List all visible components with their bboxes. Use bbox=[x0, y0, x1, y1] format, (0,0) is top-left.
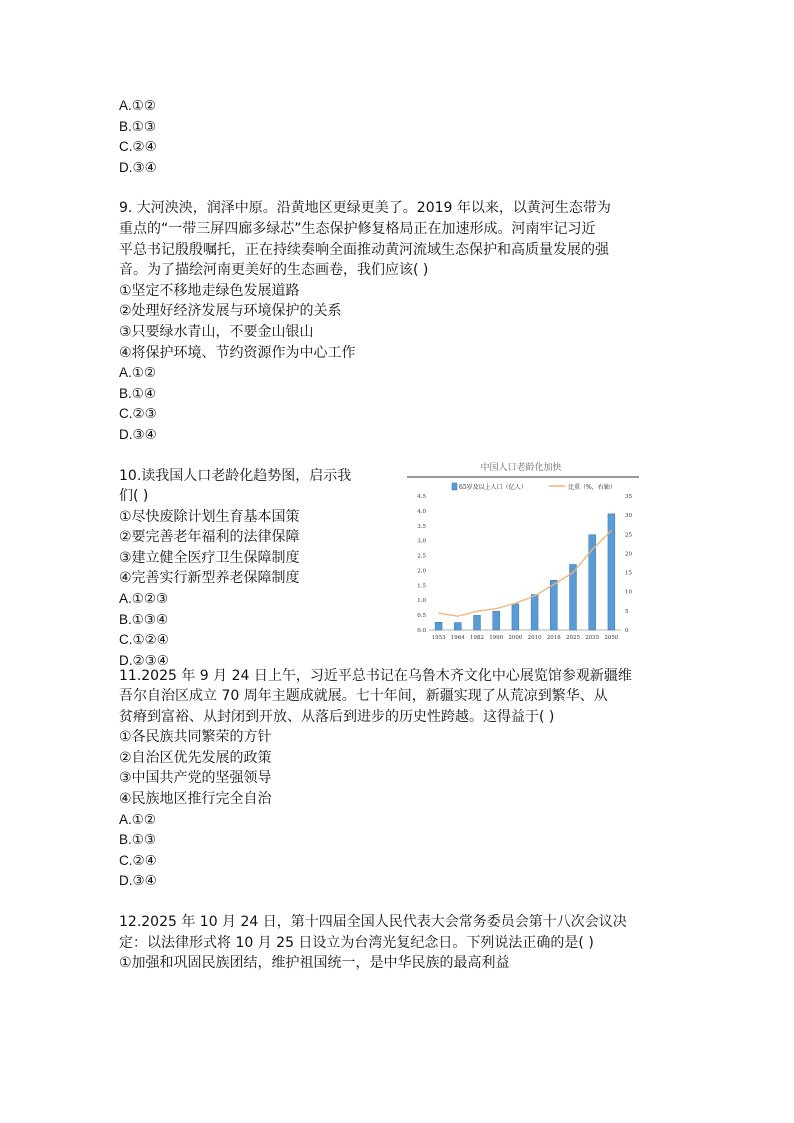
exam-page bbox=[119, 96, 679, 974]
x-tick-label: 2018 bbox=[546, 634, 561, 641]
y-tick-label: 3.5 bbox=[417, 523, 426, 530]
y-tick-label: 0.5 bbox=[417, 612, 426, 619]
q11-option-c[interactable]: C.②④ bbox=[119, 852, 157, 868]
x-tick-label: 2035 bbox=[585, 634, 600, 641]
q9-stem-line: 重点的“一带三屏四廊多绿芯”生态保护修复格局正在加速形成。河南牢记习近 bbox=[119, 220, 596, 237]
bar bbox=[474, 615, 481, 630]
q11-item-2: ②自治区优先发展的政策 bbox=[119, 749, 272, 766]
q12-stem-line: 定：以法律形式将 10 月 25 日设立为台湾光复纪念日。下列说法正确的是( ) bbox=[119, 934, 594, 951]
y2-tick-label: 5 bbox=[625, 608, 629, 615]
spacer bbox=[119, 178, 679, 198]
x-tick-label: 1982 bbox=[470, 634, 484, 641]
q9-option-d[interactable]: D.③④ bbox=[119, 426, 157, 442]
y-tick-label: 4.5 bbox=[417, 493, 426, 500]
x-tick-label: 2050 bbox=[604, 634, 619, 641]
legend-bar-swatch bbox=[452, 483, 457, 490]
y-tick-label: 2.5 bbox=[417, 553, 426, 560]
q9-stem-line: 平总书记殷殷嘱托，正在持续奏响全面推动黄河流域生态保护和高质量发展的强 bbox=[119, 241, 609, 258]
y-tick-label: 3.0 bbox=[417, 538, 426, 545]
share-line bbox=[439, 530, 612, 616]
q8-option-c[interactable]: C.②④ bbox=[119, 139, 157, 155]
question-9 bbox=[119, 198, 679, 445]
q10-option-a[interactable]: A.①②③ bbox=[119, 591, 169, 607]
bar bbox=[531, 594, 538, 629]
x-tick-label: 1990 bbox=[489, 634, 504, 641]
bar bbox=[454, 622, 461, 629]
y2-tick-label: 20 bbox=[625, 550, 632, 557]
q11-stem-line: 吾尔自治区成立 70 周年主题成就展。七十年间，新疆实现了从荒凉到繁华、从 bbox=[119, 688, 608, 705]
q11-stem-line: 贫瘠到富裕、从封闭到开放、从落后到进步的历史性跨越。这得益于( ) bbox=[119, 708, 555, 725]
question-12 bbox=[119, 912, 679, 974]
y-tick-label: 1.5 bbox=[417, 582, 426, 589]
bar bbox=[435, 622, 442, 630]
y2-tick-label: 10 bbox=[625, 589, 632, 596]
q10-text bbox=[119, 466, 399, 672]
q10-item-3: ③建立健全医疗卫生保障制度 bbox=[119, 549, 300, 566]
q11-stem-line: 11.2025 年 9 月 24 日上午，习近平总书记在乌鲁木齐文化中心展览馆参观新疆维 bbox=[119, 667, 632, 684]
y-tick-label: 4.0 bbox=[417, 508, 426, 515]
q9-item-2: ②处理好经济发展与环境保护的关系 bbox=[119, 303, 342, 320]
q9-item-1: ①坚定不移地走绿色发展道路 bbox=[119, 282, 300, 299]
y2-tick-label: 25 bbox=[625, 531, 632, 538]
q12-item-1: ①加强和巩固民族团结，维护祖国统一，是中华民族的最高利益 bbox=[119, 955, 510, 972]
q8-option-b[interactable]: B.①③ bbox=[119, 118, 156, 134]
q9-stem-line: 9. 大河泱泱，润泽中原。沿黄地区更绿更美了。2019 年以来，以黄河生态带为 bbox=[119, 200, 611, 217]
x-tick-label: 2025 bbox=[566, 634, 580, 641]
q9-item-4: ④将保护环境、节约资源作为中心工作 bbox=[119, 344, 356, 361]
y2-tick-label: 0 bbox=[625, 627, 629, 634]
q11-option-b[interactable]: B.①③ bbox=[119, 832, 156, 848]
question-10 bbox=[119, 462, 679, 668]
q9-option-a[interactable]: A.①② bbox=[119, 365, 156, 381]
spacer bbox=[119, 892, 679, 912]
q10-option-c[interactable]: C.①②④ bbox=[119, 632, 169, 648]
chart-bars bbox=[435, 513, 615, 629]
q8-option-d[interactable]: D.③④ bbox=[119, 159, 157, 175]
q11-item-1: ①各民族共同繁荣的方针 bbox=[119, 729, 272, 746]
y-tick-label: 0.0 bbox=[417, 627, 426, 634]
legend-line-label: 比重（%，右轴） bbox=[568, 483, 616, 491]
q8-option-a[interactable]: A.①② bbox=[119, 98, 156, 113]
q12-stem-line: 12.2025 年 10 月 24 日，第十四届全国人民代表大会常务委员会第十八次会议决 bbox=[119, 914, 627, 931]
bar bbox=[493, 611, 500, 630]
aging-chart bbox=[405, 458, 643, 648]
x-tick-label: 1953 bbox=[431, 634, 446, 641]
q9-option-b[interactable]: B.①④ bbox=[119, 385, 156, 401]
chart-legend bbox=[452, 483, 616, 491]
chart-axes bbox=[417, 494, 632, 641]
question-11 bbox=[119, 666, 679, 893]
q9-option-c[interactable]: C.②③ bbox=[119, 406, 157, 422]
legend-bar-label: 65岁及以上人口（亿人） bbox=[459, 483, 527, 491]
y-tick-label: 2.0 bbox=[417, 567, 426, 574]
q10-item-2: ②要完善老年福利的法律保障 bbox=[119, 529, 300, 546]
q11-option-a[interactable]: A.①② bbox=[119, 811, 156, 827]
y2-tick-label: 15 bbox=[625, 570, 632, 577]
y2-tick-label: 35 bbox=[625, 493, 632, 500]
x-tick-label: 2010 bbox=[527, 634, 542, 641]
bar bbox=[512, 603, 519, 629]
y-tick-label: 1.0 bbox=[417, 597, 426, 604]
q10-option-b[interactable]: B.①③④ bbox=[119, 611, 169, 627]
q10-stem-line: 10.读我国人口老龄化趋势图，启示我 bbox=[119, 467, 352, 484]
chart-title: 中国人口老龄化加快 bbox=[480, 462, 562, 473]
q9-item-3: ③只要绿水青山，不要金山银山 bbox=[119, 323, 314, 340]
q10-option-d[interactable]: D.②③④ bbox=[119, 652, 169, 668]
q10-item-4: ④完善实行新型养老保障制度 bbox=[119, 570, 300, 587]
q11-item-3: ③中国共产党的坚强领导 bbox=[119, 770, 272, 787]
q11-item-4: ④民族地区推行完全自治 bbox=[119, 791, 272, 808]
chart-line-series bbox=[439, 530, 612, 616]
x-tick-label: 1964 bbox=[450, 634, 465, 641]
q11-option-d[interactable]: D.③④ bbox=[119, 873, 157, 889]
q10-item-1: ①尽快废除计划生育基本国策 bbox=[119, 508, 300, 525]
q9-stem-line: 音。为了描绘河南更美好的生态画卷，我们应该( ) bbox=[119, 262, 429, 279]
y2-tick-label: 30 bbox=[625, 512, 632, 519]
bar bbox=[550, 580, 557, 630]
q10-stem-line: 们( ) bbox=[119, 488, 149, 505]
q8-options bbox=[119, 96, 679, 178]
aging-chart-svg bbox=[405, 458, 643, 648]
x-tick-label: 2000 bbox=[508, 634, 523, 641]
